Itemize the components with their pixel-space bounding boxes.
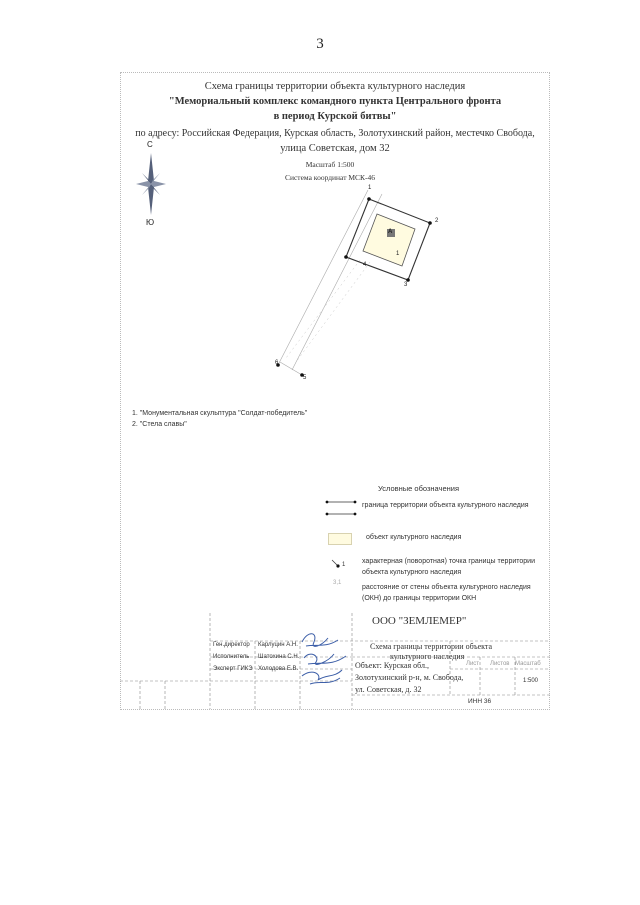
legend-boundary-text: граница территории объекта культурного наследия [362, 502, 529, 509]
inner-label: 1 [396, 251, 400, 257]
building-label: А [388, 229, 393, 235]
role-1: Ген.директор [213, 642, 250, 648]
company-name: ООО "ЗЕМЛЕМЕР" [372, 615, 467, 627]
doc-title-1: Схема границы территории объекта [370, 642, 493, 651]
compass-rose-icon [136, 153, 166, 215]
map-point-3: 3 [404, 282, 408, 288]
title-line-2: "Мемориальный комплекс командного пункта Центрального фронта [168, 96, 502, 107]
address-line-2: улица Советская, дом 32 [280, 143, 390, 154]
scale-label: Масштаб 1:500 [305, 160, 355, 169]
stamp-text: ИНН 36 [468, 698, 492, 705]
object-line-3: ул. Советская, д. 32 [355, 685, 422, 694]
note-1: 1. "Монументальная скульптура "Солдат-победитель" [132, 410, 308, 417]
page-number: 3 [316, 36, 324, 52]
boundary-line-icon [325, 498, 357, 518]
name-3: Холодова Е.В. [258, 666, 299, 672]
object-swatch [328, 533, 352, 545]
col-sheets: Листов [490, 661, 510, 667]
col-list: Лист [466, 661, 480, 667]
object-line-1: Объект: Курская обл., [355, 661, 429, 670]
legend-title: Условные обозначения [378, 484, 460, 493]
name-1: Карлуцин А.Н. [258, 642, 298, 648]
heritage-object-outline [363, 214, 415, 266]
map-point-1: 1 [368, 185, 372, 191]
compass-north-label: С [147, 140, 153, 149]
role-3: Эксперт ГИКЭ [213, 666, 253, 672]
name-2: Шатохина С.Н. [258, 654, 300, 660]
object-line-2: Золотухинский р-н, м. Свобода, [355, 673, 464, 682]
legend-distance-value: 3,1 [333, 580, 342, 586]
compass-south-label: Ю [146, 218, 155, 227]
map-point-4: 4 [363, 262, 367, 268]
legend-distance-text: расстояние от стены объекта культурного наследия (ОКН) до границы территории ОКН [362, 584, 531, 602]
map-point-6: 6 [275, 360, 279, 366]
scale-value: 1:500 [523, 678, 539, 684]
legend-point-number: 1 [342, 562, 346, 568]
title-line-1: Схема границы территории объекта культурного наследия [204, 81, 466, 92]
coordinate-system-label: Система координат МСК-46 [284, 173, 376, 182]
title-line-3: в период Курской битвы" [273, 111, 397, 122]
signatures-icon [298, 628, 356, 690]
doc-title-2: культурного наследия [390, 652, 465, 661]
col-scale: Масштаб [515, 661, 541, 667]
role-2: Исполнитель [213, 654, 250, 660]
legend-object-text: объект культурного наследия [366, 534, 462, 541]
map-point-5: 5 [303, 375, 307, 381]
address-line-1: по адресу: Российская Федерация, Курская область, Золотухинский район, местечко Свобода, [135, 128, 535, 139]
note-2: 2. "Стела славы" [132, 421, 187, 428]
map-point-2: 2 [435, 218, 439, 224]
legend-point-text: характерная (поворотная) точка границы территории объекта культурного наследия [362, 558, 535, 576]
site-plan-map [250, 180, 470, 390]
